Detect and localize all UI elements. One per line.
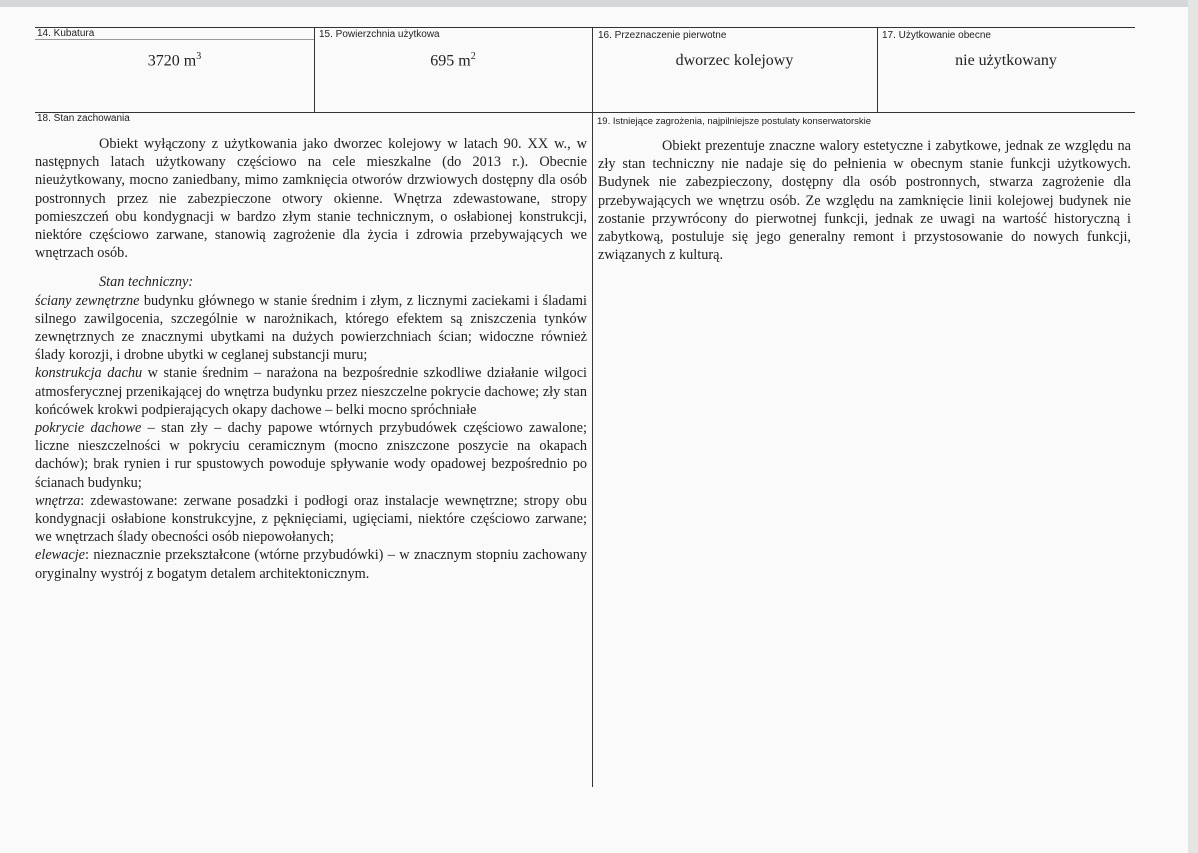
condition-text [35, 135, 587, 583]
field-underline [35, 39, 314, 40]
row-divider [35, 112, 1135, 113]
field-14-label: 14. Kubatura [37, 28, 95, 39]
threats-paragraph: Obiekt prezentuje znaczne walory estetyczne i zabytkowe, jednak ze względu na zły stan techniczny nie nadaje się do pełnienia w obecnym stanie funkcji użytkowych. Budynek nie zabezpieczony, dostępny dla osób postronnych, stwarza zagrożenie dla przebywających we wnętrzu osób. Ze względu na zamknięcie linii kolejowej budynek nie zostanie przywrócony do pierwotnej funkcji, jednak ze uwagi na wartość historyczną i zabytkową, postuluje się jego generalny remont i przystosowanie do nowych funkcji, związanych z kulturą. [598, 138, 1131, 264]
kubatura-exponent: 3 [196, 51, 202, 62]
field-17-label: 17. Użytkowanie obecne [882, 30, 991, 41]
tech-item-roof-structure [35, 364, 587, 419]
tech-term-facades: elewacje [35, 547, 86, 564]
tech-desc-roof-structure: w stanie średnim – narażona na bezpośrednie szkodliwe działanie wilgoci atmosferycznej przenikającej do wnętrza budynku przez nieszczelne pokrycie dachowe; zły stan końcówek krokwi podpierających okapy dachowe – belki mocno spróchniałe [35, 365, 588, 418]
condition-label: 18. Stan zachowania [37, 113, 130, 124]
tech-term-interiors: wnętrza [35, 492, 81, 509]
scan-top-band [0, 0, 1198, 7]
tech-item-walls [35, 292, 587, 365]
field-16-label: 16. Przeznaczenie pierwotne [598, 30, 727, 41]
tech-desc-interiors: : zdewastowane: zerwane posadzki i podłogi oraz instalacje wewnętrzne; stropy obu kondygnacji osłabione konstrukcyjne, z pęknięciami, ugięciami, niektóre częściowo zarwane; we wnętrzach ślady obecności osób niepowołanych; [35, 492, 587, 546]
threats-label: 19. Istniejące zagrożenia, najpilniejsze postulaty konserwatorskie [597, 116, 872, 127]
tech-item-roofing [35, 419, 587, 492]
field-14-value [35, 51, 314, 70]
field-15-value [314, 51, 592, 70]
divider-15-16 [592, 27, 593, 787]
area-exponent: 2 [470, 51, 476, 62]
tech-desc-walls: budynku głównego w stanie średnim i złym, z licznymi zaciekami i śladami silnego zawilgocenia, szczególnie w narożnikach, którego efektem są zniszczenia tynków zewnętrznych ze znacznymi ubytkami na dużych powierzchniach ścian; widoczne również ślady korozji, i drobne ubytki w ceglanej substancji muru; [35, 292, 587, 364]
tech-term-walls: ściany zewnętrzne [35, 292, 140, 309]
condition-intro: Obiekt wyłączony z użytkowania jako dworzec kolejowy w latach 90. XX w., w następnych latach użytkowany częściowo na cele mieszkalne (do 2013 r.). Obecnie nieużytkowany, mocno zaniedbany, mimo zamknięcia otworów drzwiowych dostępny dla osób postronnych przez nie zabezpieczone otwory okienne. Wnętrza zdewastowane, stropy pomieszczeń obu kondygnacji w bardzo złym stanie technicznym, o osłabionej konstrukcji, niektóre częściowo zarwane, stanowią zagrożenie dla życia i zdrowia przebywających we wnętrzach osób. [35, 136, 587, 262]
tech-term-roof-structure: konstrukcja dachu [35, 365, 143, 382]
tech-heading: Stan techniczny: [99, 274, 194, 291]
tech-desc-facades: : nieznacznie przekształcone (wtórne przybudówki) – w znacznym stopniu zachowany oryginalny wystrój z bogatym detalem architektonicznym. [35, 547, 587, 582]
top-border [35, 27, 1135, 28]
scan-right-band [1188, 0, 1198, 853]
tech-term-roofing: pokrycie dachowe [35, 420, 142, 437]
area-number: 695 m [430, 52, 471, 70]
threats-text [598, 137, 1131, 264]
kubatura-number: 3720 m [147, 52, 197, 70]
tech-item-facades [35, 546, 587, 582]
field-15-label: 15. Powierzchnia użytkowa [319, 29, 440, 40]
tech-item-interiors [35, 492, 587, 547]
tech-desc-roofing: – stan zły – dachy papowe wtórnych przybudówek częściowo zawalone; liczne nieszczelności w pokryciu ceramicznym (mocno zniszczone poszycie na okapach dachów); brak rynien i rur spustowych powoduje spływanie wody opadowej bezpośrednio po ścianach budynku; [35, 420, 587, 491]
field-16-value: dworzec kolejowy [675, 52, 794, 69]
field-17-value: nie użytkowany [955, 52, 1057, 69]
